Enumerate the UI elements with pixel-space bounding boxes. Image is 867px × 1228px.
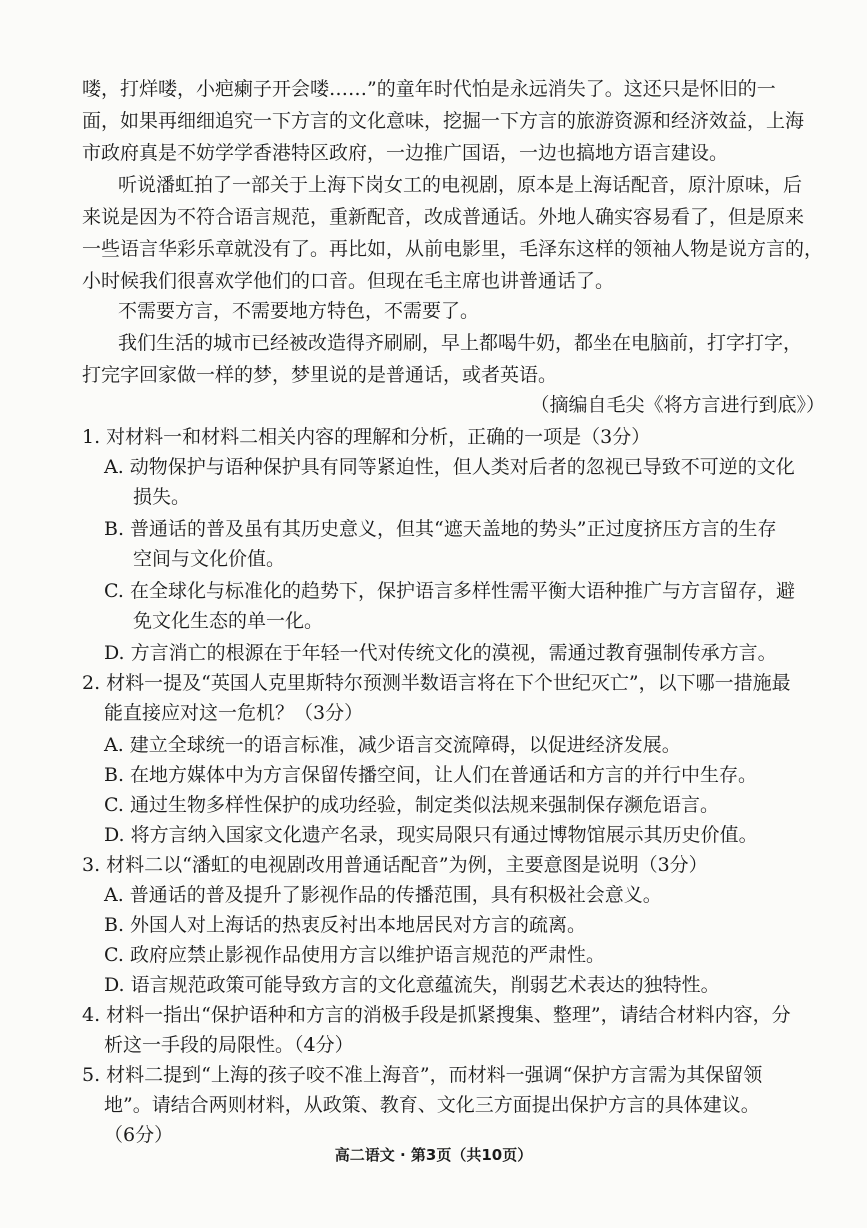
option-c-cont: 免文化生态的单一化。 [133, 610, 324, 632]
passage-line: 面，如果再细细追究一下方言的文化意味，挖掘一下方言的旅游资源和经济效益，上海 [82, 110, 805, 132]
option-b: B. 普通话的普及虽有其历史意义，但其“遮天盖地的势头”正过度挤压方言的生存 [104, 518, 777, 540]
passage-line: 听说潘虹拍了一部关于上海下岗女工的电视剧，原本是上海话配音，原汁原味，后 [118, 174, 803, 196]
option-b: B. 外国人对上海话的热衷反衬出本地居民对方言的疏离。 [104, 914, 587, 936]
question-stem-cont: 能直接应对这一危机？（3分） [104, 702, 364, 724]
question-stem: 3. 材料二以“潘虹的电视剧改用普通话配音”为例，主要意图是说明（3分） [82, 854, 708, 876]
option-b-cont: 空间与文化价值。 [133, 548, 286, 570]
passage-line: 一些语言华彩乐章就没有了。再比如，从前电影里，毛泽东这样的领袖人物是说方言的， [82, 238, 824, 260]
option-c: C. 在全球化与标准化的趋势下，保护语言多样性需平衡大语种推广与方言留存，避 [104, 580, 795, 602]
option-d: D. 方言消亡的根源在于年轻一代对传统文化的漠视，需通过教育强制传承方言。 [104, 642, 777, 664]
option-a-cont: 损失。 [133, 486, 191, 508]
passage-line: 市政府真是不妨学学香港特区政府，一边推广国语，一边也搞地方语言建设。 [82, 142, 729, 164]
question-stem: 4. 材料一指出“保护语种和方言的消极手段是抓紧搜集、整理”，请结合材料内容，分 [82, 1004, 791, 1026]
passage-line: 喽，打烊喽，小疤瘌子开会喽……”的童年时代怕是永远消失了。这还只是怀旧的一 [82, 78, 776, 100]
option-a: A. 建立全球统一的语言标准，减少语言交流障碍，以促进经济发展。 [104, 734, 681, 756]
passage-source: （摘编自毛尖《将方言进行到底》） [530, 394, 825, 416]
option-a: A. 动物保护与语种保护具有同等紧迫性，但人类对后者的忽视已导致不可逆的文化 [104, 456, 795, 478]
question-stem: 1. 对材料一和材料二相关内容的理解和分析，正确的一项是（3分） [82, 426, 651, 448]
passage-line: 不需要方言，不需要地方特色，不需要了。 [118, 300, 480, 322]
passage-line: 打完字回家做一样的梦，梦里说的是普通话，或者英语。 [82, 364, 558, 386]
option-b: B. 在地方媒体中为方言保留传播空间，让人们在普通话和方言的并行中生存。 [104, 764, 758, 786]
option-c: C. 通过生物多样性保护的成功经验，制定类似法规来强制保存濒危语言。 [104, 794, 719, 816]
option-d: D. 将方言纳入国家文化遗产名录，现实局限只有通过博物馆展示其历史价值。 [104, 824, 758, 846]
page-footer: 高二语文 · 第3页（共10页） [334, 1146, 533, 1164]
passage-line: 来说是因为不符合语言规范，重新配音，改成普通话。外地人确实容易看了，但是原来 [82, 206, 805, 228]
option-d: D. 语言规范政策可能导致方言的文化意蕴流失，削弱艺术表达的独特性。 [104, 974, 720, 996]
option-c: C. 政府应禁止影视作品使用方言以维护语言规范的严肃性。 [104, 944, 605, 966]
question-stem-cont: （6分） [104, 1124, 174, 1146]
question-stem: 2. 材料一提及“英国人克里斯特尔预测半数语言将在下个世纪灭亡”，以下哪一措施最 [82, 672, 791, 694]
passage-line: 我们生活的城市已经被改造得齐刷刷，早上都喝牛奶，都坐在电脑前，打字打字， [118, 332, 803, 354]
option-a: A. 普通话的普及提升了影视作品的传播范围，具有积极社会意义。 [104, 884, 662, 906]
question-stem: 5. 材料二提到“上海的孩子咬不准上海音”，而材料一强调“保护方言需为其保留领 [82, 1064, 763, 1086]
passage-line: 小时候我们很喜欢学他们的口音。但现在毛主席也讲普通话了。 [82, 270, 615, 292]
question-stem-cont: 地”。请结合两则材料，从政策、教育、文化三方面提出保护方言的具体建议。 [104, 1094, 760, 1116]
question-stem-cont: 析这一手段的局限性。（4分） [104, 1034, 354, 1056]
